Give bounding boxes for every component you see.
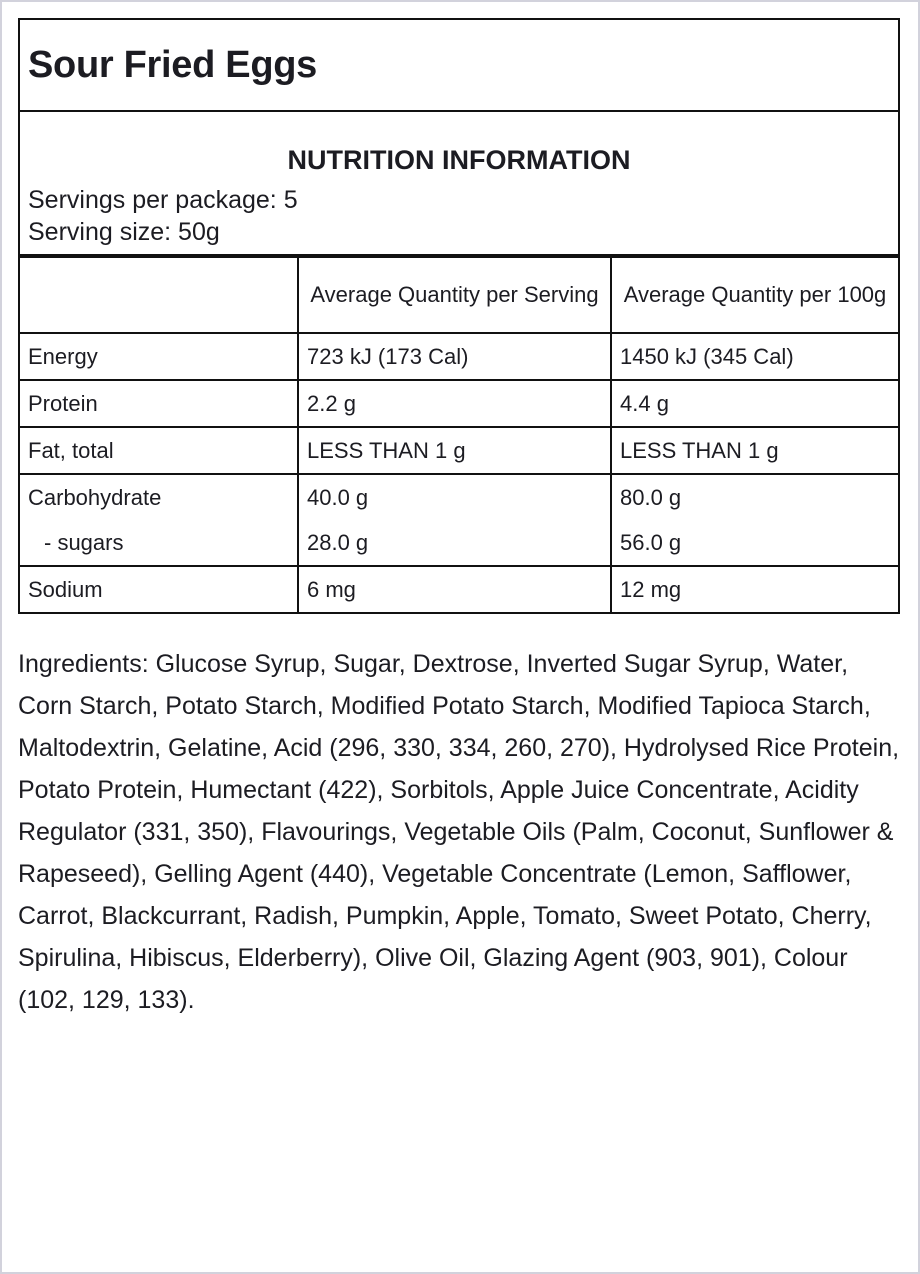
per-100g-value: LESS THAN 1 g: [611, 427, 899, 474]
nutrient-name: Sodium: [19, 566, 298, 613]
table-row-protein: [19, 380, 899, 427]
serving-size: Serving size: 50g: [28, 218, 220, 246]
per-serving-value: 723 kJ (173 Cal): [298, 333, 611, 380]
nutrition-box: [18, 112, 900, 256]
table-row-sodium: [19, 566, 899, 613]
nutrient-name: Carbohydrate: [28, 485, 162, 510]
per-serving-value: LESS THAN 1 g: [298, 427, 611, 474]
per-100g-cell: [611, 474, 899, 566]
nutrition-panel: [18, 18, 900, 614]
sub-per-serving-value: 28.0 g: [307, 530, 369, 555]
table-row-energy: [19, 333, 899, 380]
per-serving-cell: [298, 474, 611, 566]
nutrient-name-cell: [19, 474, 298, 566]
sub-nutrient-name: - sugars: [44, 530, 124, 555]
table-row-carbohydrate: [19, 474, 899, 566]
product-title: Sour Fried Eggs: [28, 43, 317, 86]
column-header-nutrient: [19, 257, 298, 333]
nutrient-name: Energy: [19, 333, 298, 380]
per-100g-value: 4.4 g: [611, 380, 899, 427]
per-serving-value: 6 mg: [298, 566, 611, 613]
ingredients-text: Ingredients: Glucose Syrup, Sugar, Dextrose, Inverted Sugar Syrup, Water, Corn Starch, Potato Starch, Modified Potato Starch, Modified Tapioca Starch, Maltodextrin, Gelatine, Acid (296, 330, 334, 260, 270), Hydrolysed Rice Protein, Potato Protein, Humectant (422), Sorbitols, Apple Juice Concentrate, Acidity Regulator (331, 350), Flavourings, Vegetable Oils (Palm, Coconut, Sunflower & Rapeseed), Gelling Agent (440), Vegetable Concentrate (Lemon, Safflower, Carrot, Blackcurrant, Radish, Pumpkin, Apple, Tomato, Sweet Potato, Cherry, Spirulina, Hibiscus, Elderberry), Olive Oil, Glazing Agent (903, 901), Colour (102, 129, 133).: [18, 650, 900, 1014]
nutrition-table: [18, 256, 900, 614]
per-serving-value: 40.0 g: [307, 485, 369, 510]
nutrient-name: Protein: [19, 380, 298, 427]
per-100g-value: 80.0 g: [620, 485, 682, 510]
table-row-fat: [19, 427, 899, 474]
title-box: [18, 18, 900, 112]
column-header-per-serving: Average Quantity per Serving: [298, 257, 611, 333]
nutrient-name: Fat, total: [19, 427, 298, 474]
serving-info: [20, 184, 898, 254]
per-100g-value: 12 mg: [611, 566, 899, 613]
per-100g-value: 1450 kJ (345 Cal): [611, 333, 899, 380]
sub-per-100g-value: 56.0 g: [620, 530, 682, 555]
table-header-row: [19, 257, 899, 333]
nutrition-heading: NUTRITION INFORMATION: [287, 145, 631, 175]
per-serving-value: 2.2 g: [298, 380, 611, 427]
servings-per-package: Servings per package: 5: [28, 186, 298, 214]
column-header-per-100g: Average Quantity per 100g: [611, 257, 899, 333]
